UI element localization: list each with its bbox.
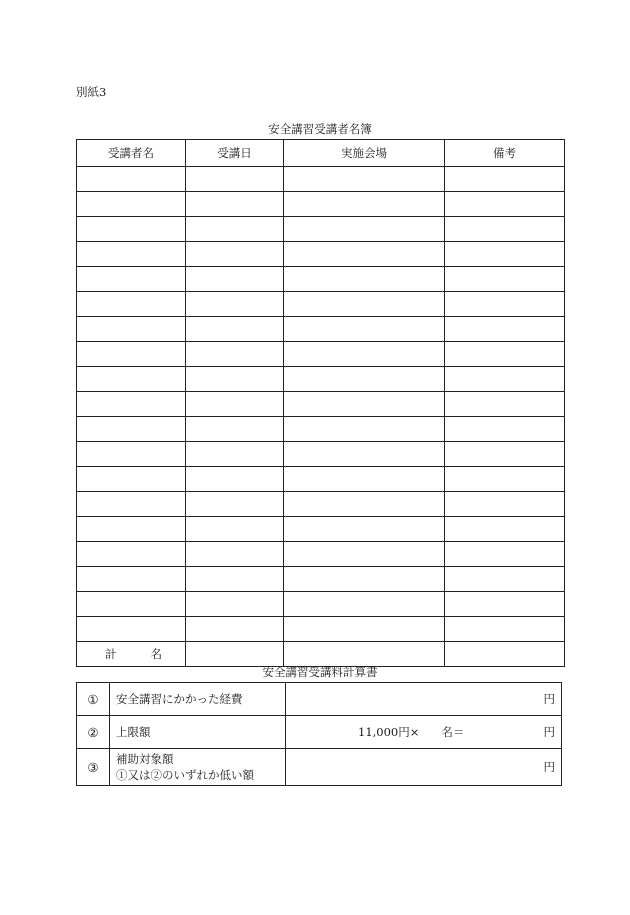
table-cell[interactable] [186, 517, 284, 542]
row-number: ① [77, 683, 110, 716]
table-cell[interactable] [77, 567, 186, 592]
table-cell[interactable] [445, 642, 565, 667]
table-cell[interactable] [77, 192, 186, 217]
table-cell[interactable] [445, 342, 565, 367]
table-cell[interactable] [445, 167, 565, 192]
table-cell[interactable] [186, 217, 284, 242]
table-cell[interactable] [77, 467, 186, 492]
table-cell[interactable] [186, 592, 284, 617]
table-cell[interactable] [284, 467, 445, 492]
table-row [77, 592, 565, 617]
calc-row-subsidy [77, 749, 562, 786]
table-row [77, 467, 565, 492]
table-cell[interactable] [284, 417, 445, 442]
table-cell[interactable] [186, 467, 284, 492]
table-cell[interactable] [445, 517, 565, 542]
table-cell[interactable] [77, 417, 186, 442]
table-cell[interactable] [445, 617, 565, 642]
table-cell[interactable] [445, 567, 565, 592]
table-row [77, 267, 565, 292]
table-row [77, 167, 565, 192]
table-row [77, 217, 565, 242]
table-cell[interactable] [77, 492, 186, 517]
roster-title: 安全講習受講者名簿 [268, 122, 372, 136]
table-cell[interactable] [284, 367, 445, 392]
upper-limit-value-cell[interactable] [286, 716, 562, 749]
table-cell[interactable] [284, 567, 445, 592]
table-cell[interactable] [284, 217, 445, 242]
calc-table [76, 682, 562, 786]
calc-title: 安全講習受講料計算書 [262, 665, 378, 679]
expenses-label: 安全講習にかかった経費 [110, 683, 286, 716]
table-cell[interactable] [186, 642, 284, 667]
roster-header-row [77, 140, 565, 167]
table-cell[interactable] [77, 292, 186, 317]
table-cell[interactable] [186, 267, 284, 292]
table-cell[interactable] [77, 592, 186, 617]
table-cell[interactable] [445, 467, 565, 492]
table-cell[interactable] [445, 217, 565, 242]
table-row [77, 342, 565, 367]
table-cell[interactable] [445, 417, 565, 442]
table-cell[interactable] [77, 267, 186, 292]
table-row [77, 417, 565, 442]
table-cell[interactable] [445, 267, 565, 292]
table-cell[interactable] [284, 642, 445, 667]
table-row [77, 367, 565, 392]
table-cell[interactable] [445, 292, 565, 317]
table-cell[interactable] [186, 242, 284, 267]
table-cell[interactable] [186, 192, 284, 217]
table-cell[interactable] [284, 542, 445, 567]
table-cell[interactable] [186, 292, 284, 317]
table-row [77, 492, 565, 517]
subsidy-label [110, 749, 286, 786]
table-cell[interactable] [77, 617, 186, 642]
table-cell[interactable] [445, 317, 565, 342]
total-label-mei: 名 [150, 647, 162, 661]
calc-row-expenses [77, 683, 562, 716]
roster-body [77, 167, 565, 667]
table-cell[interactable] [445, 242, 565, 267]
expenses-value-cell[interactable] [286, 683, 562, 716]
yen-unit: 円 [543, 692, 555, 706]
annex-label: 別紙3 [76, 85, 107, 99]
table-cell[interactable] [284, 442, 445, 467]
upper-limit-formula [358, 724, 464, 740]
table-cell[interactable] [445, 392, 565, 417]
table-cell[interactable] [284, 267, 445, 292]
table-cell[interactable] [77, 517, 186, 542]
table-cell[interactable] [186, 617, 284, 642]
table-cell[interactable] [77, 242, 186, 267]
table-cell[interactable] [186, 567, 284, 592]
row-number: ③ [77, 749, 110, 786]
subsidy-label-line2: ①又は②のいずれか低い額 [116, 768, 254, 782]
table-cell[interactable] [284, 517, 445, 542]
table-cell[interactable] [77, 167, 186, 192]
table-cell[interactable] [284, 592, 445, 617]
table-cell[interactable] [77, 542, 186, 567]
table-cell[interactable] [186, 167, 284, 192]
table-cell[interactable] [186, 367, 284, 392]
table-cell[interactable] [77, 317, 186, 342]
table-row [77, 567, 565, 592]
table-cell[interactable] [284, 492, 445, 517]
table-row [77, 442, 565, 467]
calc-row-upper-limit [77, 716, 562, 749]
table-cell[interactable] [77, 342, 186, 367]
table-cell[interactable] [445, 592, 565, 617]
table-cell[interactable] [186, 392, 284, 417]
roster-total-row [77, 642, 565, 667]
header-attendee-name: 受講者名 [77, 140, 186, 167]
table-cell[interactable] [284, 392, 445, 417]
table-cell[interactable] [445, 442, 565, 467]
header-remarks: 備考 [445, 140, 565, 167]
table-cell[interactable] [284, 292, 445, 317]
table-row [77, 242, 565, 267]
table-row [77, 392, 565, 417]
table-cell[interactable] [186, 442, 284, 467]
yen-unit: 円 [543, 760, 555, 774]
formula-persons: 名＝ [441, 725, 465, 739]
table-cell[interactable] [186, 542, 284, 567]
header-venue: 実施会場 [284, 140, 445, 167]
subsidy-value-cell[interactable] [286, 749, 562, 786]
total-label-kei: 計 [105, 647, 117, 661]
subsidy-label-line1: 補助対象額 [116, 752, 174, 766]
table-row [77, 617, 565, 642]
table-cell[interactable] [77, 392, 186, 417]
table-row [77, 292, 565, 317]
table-cell[interactable] [284, 317, 445, 342]
table-cell[interactable] [77, 217, 186, 242]
table-row [77, 192, 565, 217]
upper-limit-label: 上限額 [110, 716, 286, 749]
yen-unit: 円 [543, 725, 555, 739]
table-cell[interactable] [284, 342, 445, 367]
table-cell[interactable] [186, 492, 284, 517]
total-label-cell [77, 642, 186, 667]
row-number: ② [77, 716, 110, 749]
formula-rate: 11,000円× [358, 725, 420, 739]
table-cell[interactable] [445, 492, 565, 517]
table-cell[interactable] [284, 192, 445, 217]
table-row [77, 542, 565, 567]
table-cell[interactable] [445, 367, 565, 392]
table-cell[interactable] [186, 317, 284, 342]
table-cell[interactable] [186, 417, 284, 442]
table-row [77, 517, 565, 542]
header-attendance-date: 受講日 [186, 140, 284, 167]
table-cell[interactable] [284, 242, 445, 267]
table-row [77, 317, 565, 342]
table-cell[interactable] [284, 617, 445, 642]
roster-table [76, 139, 565, 667]
table-cell[interactable] [77, 367, 186, 392]
table-cell[interactable] [186, 342, 284, 367]
table-cell[interactable] [445, 542, 565, 567]
table-cell[interactable] [77, 442, 186, 467]
table-cell[interactable] [445, 192, 565, 217]
table-cell[interactable] [284, 167, 445, 192]
